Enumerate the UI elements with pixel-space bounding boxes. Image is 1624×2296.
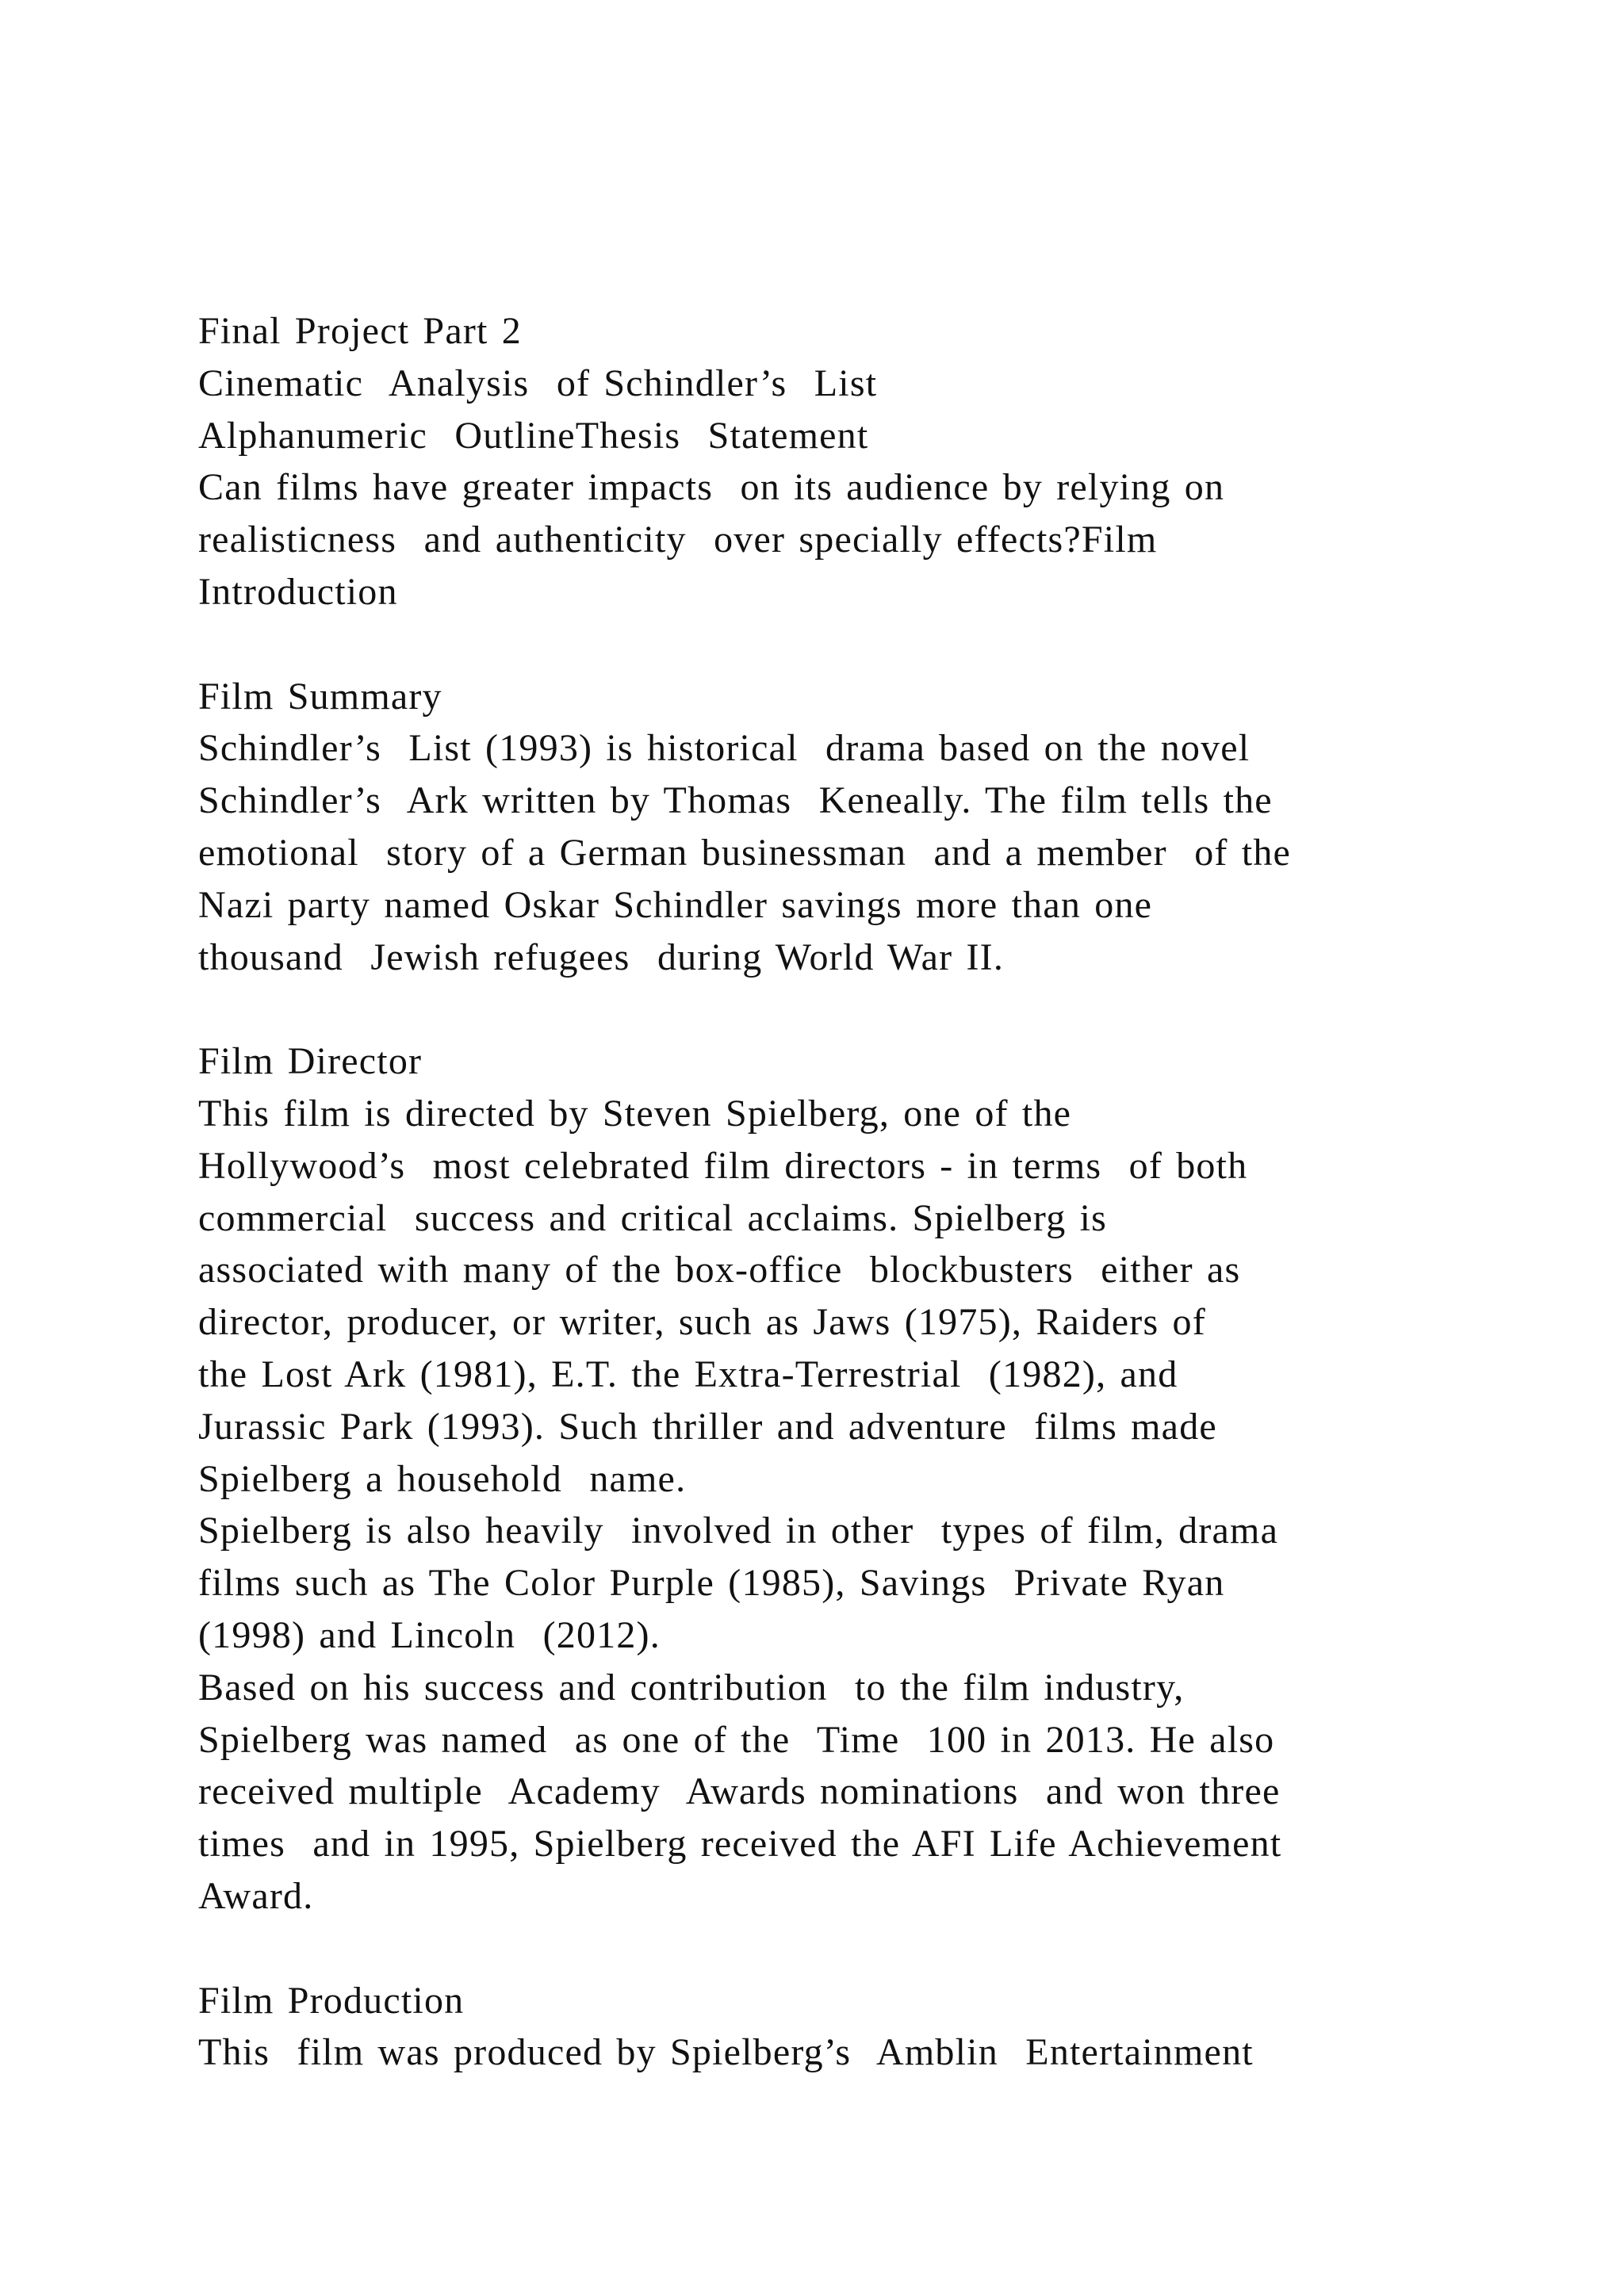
- text-line: thousand Jewish refugees during World War II.: [198, 936, 1005, 978]
- text-line: Schindler’s List (1993) is historical drama based on the novel: [198, 727, 1251, 770]
- text-line: Hollywood’s most celebrated film directors - in terms of both: [198, 1144, 1248, 1187]
- text-line: Cinematic Analysis of Schindler’s List: [198, 362, 878, 404]
- text-line: director, producer, or writer, such as Jaws (1975), Raiders of: [198, 1301, 1206, 1344]
- text-line: Jurassic Park (1993). Such thriller and adventure films made: [198, 1405, 1217, 1448]
- text-line: Film Production: [198, 1979, 465, 2022]
- text-line: Can films have greater impacts on its audience by relying on: [198, 466, 1225, 509]
- blank-line: [198, 618, 1546, 671]
- blank-line: [198, 983, 1546, 1035]
- text-line: emotional story of a German businessman and a member of the: [198, 831, 1292, 874]
- text-line: realisticness and authenticity over specially effects?Film: [198, 519, 1158, 561]
- text-line: This film is directed by Steven Spielberg, one of the: [198, 1092, 1072, 1135]
- text-line: Schindler’s Ark written by Thomas Keneally. The film tells the: [198, 779, 1273, 822]
- blank-line: [198, 1923, 1546, 1975]
- text-line: commercial success and critical acclaims. Spielberg is: [198, 1196, 1108, 1239]
- text-line: times and in 1995, Spielberg received the AFI Life Achievement: [198, 1823, 1282, 1866]
- text-line: This film was produced by Spielberg’s Amblin Entertainment: [198, 2031, 1254, 2074]
- document-text: [198, 305, 1546, 2079]
- text-line: Spielberg a household name.: [198, 1457, 687, 1500]
- text-line: Film Director: [198, 1040, 423, 1083]
- text-line: associated with many of the box-office blockbusters either as: [198, 1249, 1241, 1292]
- text-line: Award.: [198, 1874, 314, 1917]
- text-line: Based on his success and contribution to the film industry,: [198, 1666, 1185, 1709]
- text-line: Final Project Part 2: [198, 310, 522, 352]
- text-line: Spielberg was named as one of the Time 100 in 2013. He also: [198, 1718, 1275, 1761]
- text-line: Nazi party named Oskar Schindler savings more than one: [198, 883, 1153, 926]
- text-line: (1998) and Lincoln (2012).: [198, 1613, 661, 1656]
- text-line: Introduction: [198, 570, 398, 613]
- text-line: films such as The Color Purple (1985), Savings Private Ryan: [198, 1562, 1225, 1605]
- text-line: Spielberg is also heavily involved in other types of film, drama: [198, 1510, 1279, 1552]
- text-line: received multiple Academy Awards nominations and won three: [198, 1770, 1281, 1813]
- text-line: Alphanumeric OutlineThesis Statement: [198, 414, 869, 457]
- text-line: the Lost Ark (1981), E.T. the Extra-Terrestrial (1982), and: [198, 1353, 1178, 1395]
- text-line: Film Summary: [198, 675, 442, 718]
